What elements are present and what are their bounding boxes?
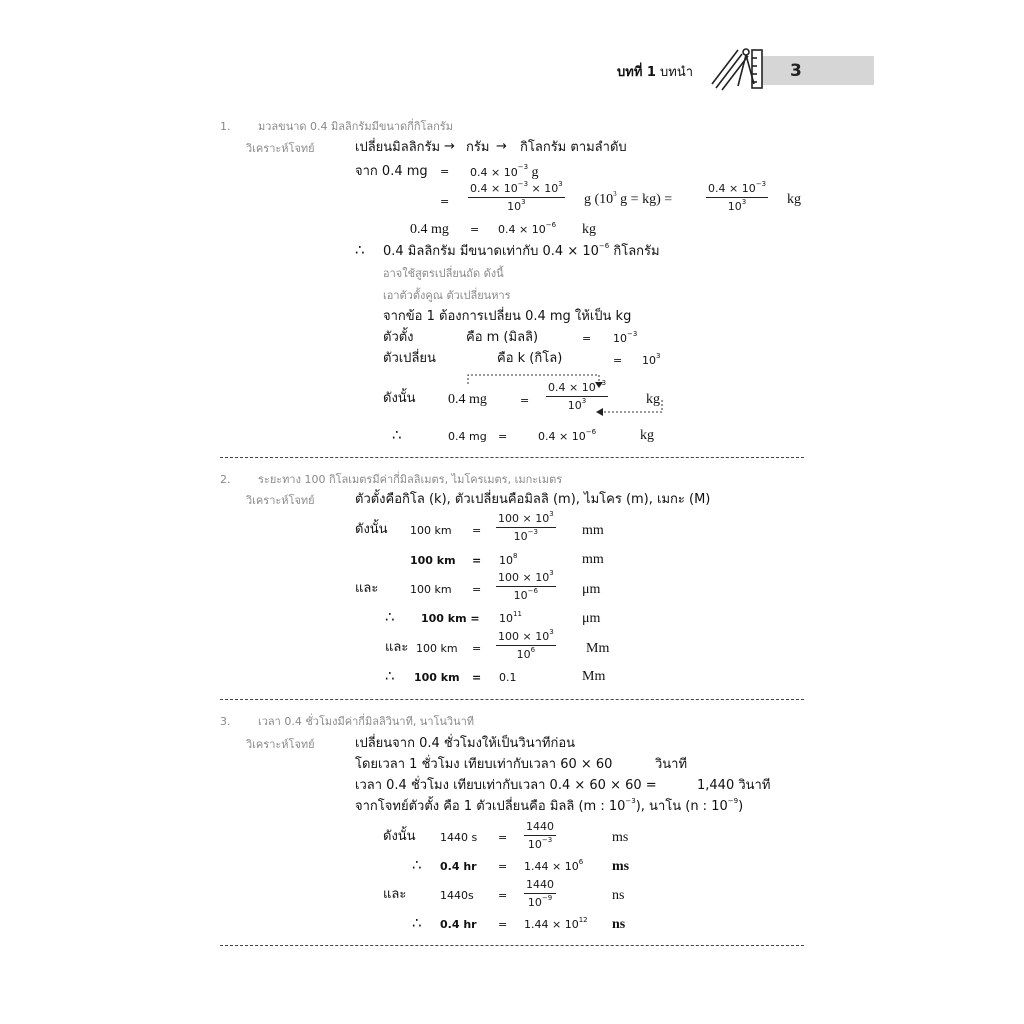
q3-fraction-2: $\frac{1440}{10^{-9}}$	[526, 878, 554, 909]
q3-unit-ns-2: ns	[612, 917, 626, 932]
q1-final2-lhs: 0.4 mg	[448, 430, 487, 443]
q2-analyze-label: วิเคราะห์โจทย์	[246, 494, 315, 507]
q2-lhs-5: 100 km	[416, 642, 458, 655]
q2-unit-Mm-2: Mm	[582, 669, 606, 684]
q1-base-is: คือ m (มิลลิ)	[466, 330, 539, 345]
q2-res-um: $10^{11}$	[499, 610, 522, 625]
q1-final2-eq: =	[498, 430, 508, 443]
chapter-label: บทที่ 1	[617, 65, 656, 80]
q2-eq-5: =	[472, 642, 482, 655]
q3-line-2a: โดยเวลา 1 ชั่วโมง เทียบเท่ากับเวลา 60 × 60	[355, 757, 613, 772]
q2-eq-2: =	[472, 554, 482, 567]
section-divider-2	[220, 699, 804, 700]
q1-conv-eq: =	[613, 354, 623, 367]
q1-from: จาก 0.4 mg	[355, 164, 428, 179]
q3-line-4: จากโจทย์ตัวตั้ง คือ 1 ตัวเปลี่ยนคือ มิลลิ (m : $10^{-3}$), นาโน (n : $10^{-9}$)	[355, 797, 744, 814]
q3-question: เวลา 0.4 ชั่วโมงมีค่ากี่มิลลิวินาที, นาโนวินาที	[258, 715, 475, 728]
q1-analyze-label: วิเคราะห์โจทย์	[246, 142, 315, 155]
q2-unit-um-1: μm	[582, 582, 601, 597]
q2-lhs-3: 100 km	[410, 583, 452, 596]
q1-eq-1: =	[440, 165, 450, 178]
q2-and-2: และ	[385, 640, 409, 655]
q2-therefore-1: ∴	[385, 608, 395, 626]
q3-line-1: เปลี่ยนจาก 0.4 ชั่วโมงให้เป็นวินาทีก่อน	[355, 736, 576, 751]
q3-lhs-2: 1440s	[440, 889, 474, 902]
q2-lhs-1: 100 km	[410, 524, 452, 537]
q1-conv-val: $10^3$	[642, 352, 661, 367]
q3-analyze-label: วิเคราะห์โจทย์	[246, 738, 315, 751]
q1-arrow-1: →	[444, 139, 455, 154]
q3-line-3a: เวลา 0.4 ชั่วโมง เทียบเท่ากับเวลา 0.4 × 60 × 60 =	[355, 778, 657, 793]
q1-unit-kg-2: kg	[582, 222, 596, 237]
q1-therefore-2: ∴	[392, 426, 402, 444]
q2-unit-mm-2: mm	[582, 552, 604, 567]
q2-so: ดังนั้น	[355, 522, 388, 537]
q1-from-2: จากข้อ 1 ต้องการเปลี่ยน 0.4 mg ให้เป็น kg	[383, 309, 632, 324]
q1-fraction-2: $\frac{0.4 \times 10^{-3}}{10^3}$	[708, 180, 767, 213]
q3-therefore-2: ∴	[412, 914, 422, 932]
q2-res-mm: $10^8$	[499, 552, 518, 567]
q3-res-ns: $1.44 \times 10^{12}$	[524, 916, 588, 931]
q1-conclusion: 0.4 มิลลิกรัม มีขนาดเท่ากับ $0.4 \times 10^{-6}$ กิโลกรัม	[383, 242, 660, 259]
q1-conv-is: คือ k (กิโล)	[497, 351, 563, 366]
q2-question: ระยะทาง 100 กิโลเมตรมีค่ากี่มิลลิเมตร, ไมโครเมตร, เมกะเมตร	[258, 473, 563, 486]
q1-step1-b: กรัม	[466, 140, 490, 155]
q1-so: ดังนั้น	[383, 391, 416, 406]
q3-line-3b: 1,440 วินาที	[697, 778, 771, 793]
q3-line-2b: วินาที	[655, 757, 688, 772]
q2-unit-Mm-1: Mm	[586, 641, 610, 656]
q1-number: 1.	[220, 120, 231, 133]
q2-and-1: และ	[355, 581, 379, 596]
q1-base-label: ตัวตั้ง	[383, 330, 414, 345]
section-divider-1	[220, 457, 804, 458]
q1-conv-label: ตัวเปลี่ยน	[383, 351, 436, 366]
q1-final2-rhs: $0.4 \times 10^{-6}$	[538, 428, 597, 443]
q2-fraction-1: $\frac{100 \times 10^3}{10^{-3}}$	[498, 510, 554, 543]
q2-res-Mm: 0.1	[499, 671, 517, 684]
q2-number: 2.	[220, 473, 231, 486]
q1-base-val: $10^{-3}$	[613, 330, 638, 345]
q2-eq-3: =	[472, 583, 482, 596]
q1-note: g ($10^3$ g = kg) =	[584, 190, 673, 207]
q2-lhs-4: 100 km =	[421, 612, 480, 625]
q2-therefore-2: ∴	[385, 667, 395, 685]
q3-and: และ	[383, 887, 407, 902]
q3-number: 3.	[220, 715, 231, 728]
q1-arrow-2: →	[496, 139, 507, 154]
q1-lhs: 0.4 mg	[410, 222, 449, 237]
q2-intro: ตัวตั้งคือกิโล (k), ตัวเปลี่ยนคือมิลลิ (m), ไมโคร (m), เมกะ (M)	[355, 492, 711, 507]
compass-ruler-icon	[708, 44, 766, 94]
q2-eq-1: =	[472, 524, 482, 537]
q3-unit-ms-1: ms	[612, 830, 629, 845]
q2-unit-mm-1: mm	[582, 523, 604, 538]
q3-unit-ms-2: ms	[612, 859, 630, 874]
q1-therefore: ∴	[355, 241, 365, 259]
q1-final-eq: =	[520, 394, 530, 407]
page-number: 3	[790, 61, 802, 81]
q3-therefore-1: ∴	[412, 856, 422, 874]
q3-lhs-hr-1: 0.4 hr	[440, 860, 477, 873]
q1-step1-a: เปลี่ยนมิลลิกรัม	[355, 140, 441, 155]
q2-eq-6: =	[472, 671, 482, 684]
q3-eq-4: =	[498, 918, 508, 931]
q3-so: ดังนั้น	[383, 829, 416, 844]
q1-final2-unit: kg	[640, 428, 654, 443]
page-number-box	[762, 56, 874, 85]
q3-unit-ns-1: ns	[612, 888, 625, 903]
q3-eq-1: =	[498, 831, 508, 844]
q1-step1-c: กิโลกรัม ตามลำดับ	[520, 140, 627, 155]
q1-result: $0.4 \times 10^{-6}$	[498, 221, 557, 236]
q2-lhs-6: 100 km	[414, 671, 460, 684]
q3-eq-2: =	[498, 860, 508, 873]
q2-unit-um-2: μm	[582, 611, 601, 626]
q1-unit-kg-1: kg	[787, 192, 801, 207]
q1-final-unit: kg	[646, 392, 660, 407]
q2-fraction-2: $\frac{100 \times 10^3}{10^{-6}}$	[498, 569, 554, 602]
q3-res-ms: $1.44 \times 10^6$	[524, 858, 584, 873]
q2-fraction-3: $\frac{100 \times 10^3}{10^6}$	[498, 628, 554, 661]
q1-fraction-1: $\frac{0.4 \times 10^{-3} \times 10^3}{10^3}$	[470, 180, 563, 213]
q2-lhs-2: 100 km	[410, 554, 456, 567]
q3-eq-3: =	[498, 889, 508, 902]
q1-base-eq: =	[582, 332, 592, 345]
q1-hint-1: อาจใช้สูตรเปลี่ยนถัด ดังนี้	[383, 267, 504, 280]
q1-hint-2: เอาตัวตั้งคูณ ตัวเปลี่ยนหาร	[383, 289, 511, 302]
q1-rhs1: $0.4 \times 10^{-3}$ g	[470, 163, 539, 180]
q3-lhs-1: 1440 s	[440, 831, 478, 844]
section-divider-3	[220, 945, 804, 946]
q3-lhs-hr-2: 0.4 hr	[440, 918, 477, 931]
q3-fraction-1: $\frac{1440}{10^{-3}}$	[526, 820, 554, 851]
chapter-title: บทนำ	[660, 65, 694, 80]
q1-eq-2: =	[440, 195, 450, 208]
q1-question: มวลขนาด 0.4 มิลลิกรัมมีขนาดกี่กิโลกรัม	[258, 120, 453, 133]
q1-eq-3: =	[470, 223, 480, 236]
q1-final-lhs: 0.4 mg	[448, 392, 487, 407]
q1-fraction-3: $\frac{0.4 \times 10^{-3}}{10^3}$	[548, 379, 607, 412]
